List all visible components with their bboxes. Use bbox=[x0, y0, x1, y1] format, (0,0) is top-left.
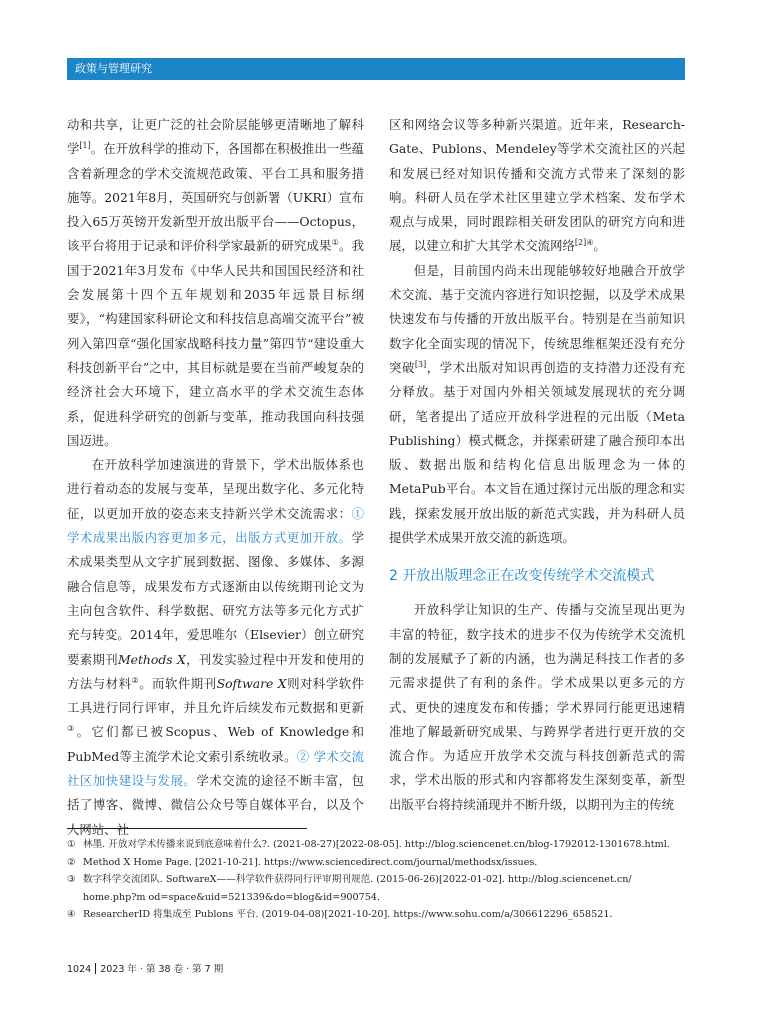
footnote-text: ResearcherID 将集成至 Publons 平台. (2019-04-08)[2021-10-20]. https://www.sohu.com/a/306612296_658521. bbox=[83, 909, 613, 920]
footnote-marker: ④ bbox=[67, 909, 76, 920]
footnote-marker: ③ bbox=[67, 874, 76, 885]
italic-term: Software X bbox=[216, 675, 287, 691]
italic-term: Methods X bbox=[117, 651, 186, 667]
text-run: 开放科学让知识的生产、传播与交流呈现出更为丰富的特征，数字技术的进步不仅为传统学术交流机制的发展赋予了新的内涵，也为满足科技工作者的多元需求提供了有利的条件。学术成果以更多元的方式、更快的速度发布和传播；学术界同行能更迅速精准地了解最新研究成果、与跨界学者进行更开放的交流合作。为适应开放学术交流与科技创新范式的需求，学术出版的形式和内容都将发生深刻变革，新型出版平台将持续涌现并不断升级，以期刊为主的传统 bbox=[389, 602, 685, 812]
text-run: 。而软件期刊 bbox=[139, 675, 217, 691]
left-text-column bbox=[67, 113, 364, 842]
footnote-text: 林墨. 开放对学术传播来说到底意味着什么?. (2021-08-27)[2022-08-05]. http://blog.sciencenet.cn/blog-1792012-1301678.html. bbox=[83, 839, 670, 850]
text-run: 动和共享，让更广泛的社会阶层能够更清晰地了解科学 bbox=[67, 117, 364, 157]
body-paragraph bbox=[389, 113, 685, 259]
footnote-divider bbox=[67, 828, 307, 829]
body-paragraph bbox=[67, 453, 364, 842]
text-run: 学术交流的途径不断丰富，包括了博客、微博、微信公众号等自媒体平台，以及个人网站、社 bbox=[67, 773, 365, 837]
footnote bbox=[67, 854, 685, 872]
section-header-tab bbox=[67, 58, 685, 80]
section-heading: 2 开放出版理念正在改变传统学术交流模式 bbox=[389, 568, 655, 585]
text-run: 。在开放科学的推动下，各国都在积极推出一些蕴含着新理念的学术交流规范政策、平台工具和服务措施等。2021年8月，英国研究与创新署（UKRI）宣布投入65万英镑开发新型开放出版平台——Octopus，该平台将用于记录和评价科学家最新的研究成果 bbox=[67, 141, 365, 254]
footnote bbox=[67, 836, 685, 854]
body-paragraph bbox=[67, 113, 364, 453]
text-run: ，学术出版对知识再创造的支持潜力还没有充分释放。基于对国内外相关领域发展现状的充分调研，笔者提出了适应开放科学进程的元出版（Meta Publishing）模式概念，并探索研建了融合预印本出版、数据出版和结构化信息出版理念为一体的MetaPub平台。本文旨在通过探讨元出版的理念和实践，探索发展开放出版的新范式实践，并为科研人员提供学术成果开放交流的新选项。 bbox=[389, 359, 686, 546]
footnote-continuation bbox=[67, 889, 685, 907]
footnotes bbox=[67, 836, 685, 924]
section-label: 政策与管理研究 bbox=[75, 62, 152, 75]
footer-separator bbox=[95, 963, 96, 974]
footnote-marker: ① bbox=[67, 839, 76, 850]
text-run: 。它们都已被Scopus、Web of Knowledge和PubMed等主流学术论文索引系统收录。 bbox=[67, 724, 364, 764]
page-footer bbox=[67, 961, 223, 975]
text-run: 学术成果类型从文字扩展到数据、图像、多媒体、多源融合信息等，成果发布方式逐渐由以传统期刊论文为主向包含软件、科学数据、研究方法等多元化方式扩充与转变。2014年，爱思唯尔（Elsevier）创立研究要素期刊 bbox=[67, 530, 364, 667]
text-run: 在开放科学加速演进的背景下，学术出版体系也进行着动态的发展与变革，呈现出数字化、多元化特征，以更加开放的姿态来支持新兴学术交流需求： bbox=[67, 457, 364, 521]
text-run: 则对科学软件工具进行同行评审，并且允许后续发布元数据和更新 bbox=[67, 675, 365, 716]
right-text-column bbox=[389, 113, 685, 817]
page-number: 1024 bbox=[67, 964, 92, 975]
citation-marker: ② bbox=[131, 675, 140, 685]
citation-marker: [1] bbox=[79, 141, 91, 151]
citation-marker: ① bbox=[331, 238, 340, 248]
citation-marker: ③ bbox=[67, 724, 77, 734]
text-run: 区和网络会议等多种新兴渠道。近年来，Research-Gate、Publons、Mendeley等学术交流社区的兴起和发展已经对知识传播和交流方式带来了深刻的影响。科研人员在学术社区里建立学术档案、发布学术观点与成果，同时跟踪相关研发团队的研究方向和进展，以建立和扩大其学术交流网络 bbox=[389, 117, 685, 254]
body-paragraph bbox=[389, 259, 685, 551]
footnote bbox=[67, 906, 685, 924]
citation-marker: [2]④ bbox=[574, 238, 594, 248]
highlighted-point: ② 学术交流社区加快建设与发展。 bbox=[67, 748, 364, 789]
text-run: 。我国于2021年3月发布《中华人民共和国国民经济和社会发展第十四个五年规划和2035年远景目标纲要》，“构建国家科研论文和科技信息高端交流平台”被列入第四章“强化国家战略科技力量”第四节“建设重大科技创新平台”之中，其目标就是要在当前严峻复杂的经济社会大环境下，建立高水平的学术交流生态体系，促进科学研究的创新与变革，推动我国向科技强国迈进。 bbox=[67, 238, 365, 448]
issue-info: 2023 年 · 第 38 卷 · 第 7 期 bbox=[100, 964, 224, 975]
text-run: 。 bbox=[593, 238, 606, 254]
footnote-text: 数字科学交流团队. SoftwareX——科学软件获得同行评审期刊规范. (2015-06-26)[2022-01-02]. http://blog.sciencenet.cn/ bbox=[83, 874, 632, 885]
citation-marker: [3] bbox=[414, 359, 427, 369]
text-run: ，刊发实验过程中开发和使用的方法与材料 bbox=[67, 651, 365, 691]
text-run: 但是，目前国内尚未出现能够较好地融合开放学术交流、基于交流内容进行知识挖掘，以及学术成果快速发布与传播的开放出版平台。特别是在当前知识数字化全面实现的情况下，传统思维框架还没有充分突破 bbox=[389, 262, 685, 375]
footnote-text: home.php?m od=space&uid=521339&do=blog&id=900754. bbox=[83, 891, 380, 903]
body-paragraph bbox=[389, 598, 685, 817]
footnote-marker: ② bbox=[67, 856, 76, 868]
highlighted-point: ① 学术成果出版内容更加多元，出版方式更加开放。 bbox=[67, 505, 364, 546]
footnote bbox=[67, 871, 685, 889]
footnote-text: Method X Home Page. [2021-10-21]. https://www.sciencedirect.com/journal/methodsx/issues. bbox=[83, 856, 538, 868]
